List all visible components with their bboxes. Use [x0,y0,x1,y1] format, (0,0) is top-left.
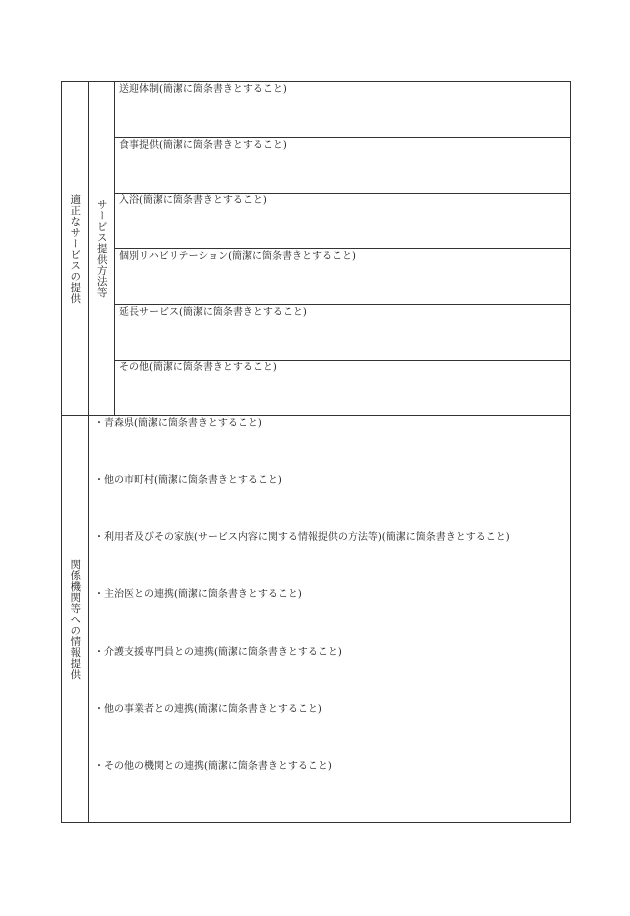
section-label-info-provision: 関係機関等への情報提供 [69,559,82,680]
row-bathing[interactable]: 入浴(簡潔に箇条書きとすること) [119,195,267,206]
item-aomori-prefecture[interactable]: ・青森県(簡潔に箇条書きとすること) [94,418,262,429]
row-divider-4 [114,304,570,305]
row-divider-1 [114,137,570,138]
item-other-providers-coordination[interactable]: ・他の事業者との連携(簡潔に箇条書きとすること) [94,704,322,715]
row-divider-5 [114,360,570,361]
item-users-and-family[interactable]: ・利用者及びその家族(サービス内容に関する情報提供の方法等)(簡潔に箇条書きとすること) [94,532,510,543]
sublabel-service-method: サービス提供方法等 [95,199,108,298]
row-transport[interactable]: 送迎体制(簡潔に箇条書きとすること) [119,84,287,95]
row-rehabilitation[interactable]: 個別リハビリテーション(簡潔に箇条書きとすること) [119,251,356,262]
row-other[interactable]: その他(簡潔に箇条書きとすること) [119,362,277,373]
item-physician-coordination[interactable]: ・主治医との連携(簡潔に箇条書きとすること) [94,589,302,600]
row-extended-service[interactable]: 延長サービス(簡潔に箇条書きとすること) [119,307,307,318]
item-other-municipalities[interactable]: ・他の市町村(簡潔に箇条書きとすること) [94,475,282,486]
item-other-institutions-coordination[interactable]: ・その他の機関との連携(簡潔に箇条書きとすること) [94,761,332,772]
section-label-proper-service: 適正なサービスの提供 [69,193,82,304]
section-divider [62,415,570,416]
row-meals[interactable]: 食事提供(簡潔に箇条書きとすること) [119,140,287,151]
form-table [61,81,571,823]
row-divider-2 [114,193,570,194]
item-care-manager-coordination[interactable]: ・介護支援専門員との連携(簡潔に箇条書きとすること) [94,647,342,658]
row-divider-3 [114,248,570,249]
